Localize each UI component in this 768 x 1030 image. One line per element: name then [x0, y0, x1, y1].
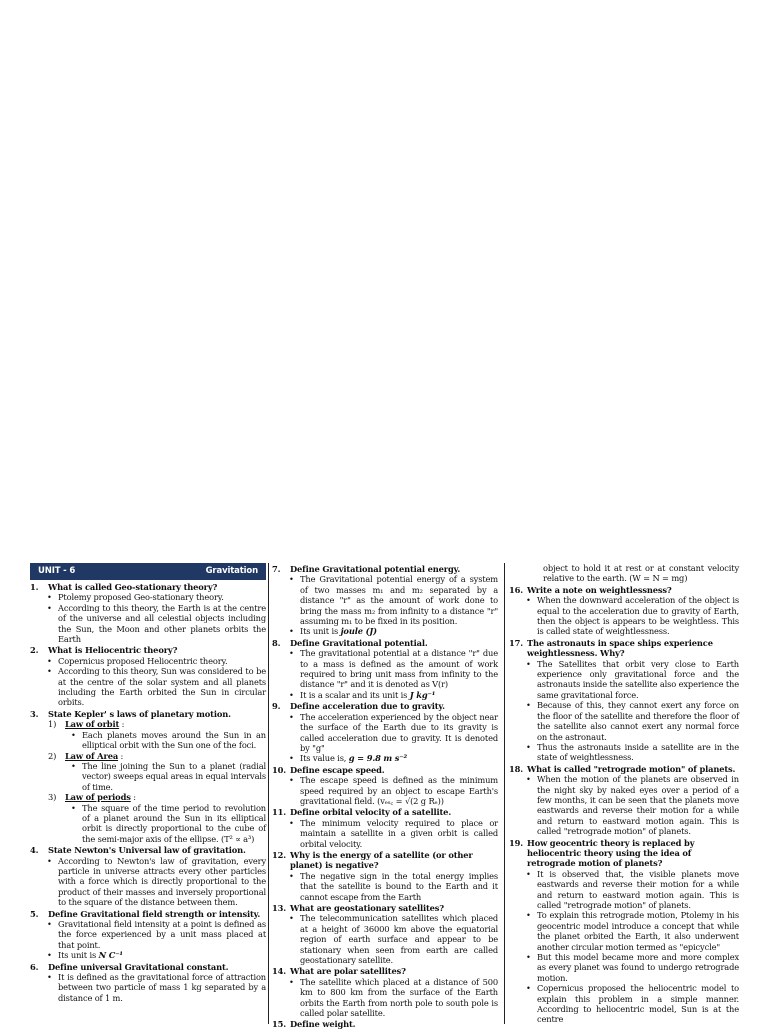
answer-item: • Gravitational field intensity at a point is defined as the force experienced by a unit mass placed at that point.: [58, 919, 266, 950]
answer-list: [30, 972, 266, 1003]
answer-list: [272, 818, 498, 849]
answer-item: • Its value is, g = 9.8 m s⁻²: [300, 753, 498, 763]
answer-item: • It is observed that, the visible planets move eastwards and reverse their motion for a while and return to eastward motion again. This is called "retrograde motion" of planets.: [537, 869, 739, 911]
answer-list: [30, 803, 266, 845]
answer-item: • According to Newton's law of gravitation, every particle in universe attracts every other particles with a force which is directly proportional to the product of their masses and inversely proportional to the square of the distance between them.: [58, 856, 266, 908]
answer-list: [30, 919, 266, 961]
answer-list: [272, 977, 498, 1019]
answer-item: • The gravitational potential at a distance "r" due to a mass is defined as the amount of work required to bring unit mass from infinity to the distance "r" and it is denoted as V(r): [300, 648, 498, 690]
answer-item: • When the motion of the planets are observed in the night sky by naked eyes over a period of a few months, it can be seen that the planets move eastwards and reverse their motion for a while and return to eastward motion again. This is called "retrograde motion" of planets.: [537, 774, 739, 836]
answer-item: • The satellite which placed at a distance of 500 km to 800 km from the surface of the Earth orbits the Earth from north pole to south pole is called polar satellite.: [300, 977, 498, 1019]
answer-list: [272, 712, 498, 764]
answer-item: • Its unit is joule (J): [300, 626, 498, 636]
answer-list: [509, 595, 739, 637]
question-heading: 14. What are polar satellites?: [272, 966, 406, 977]
question-heading: 12. Why is the energy of a satellite (or other planet) is negative?: [272, 849, 473, 871]
law-heading: 2) Law of Area :: [48, 750, 124, 761]
question-heading: 16. Write a note on weightlessness?: [509, 584, 672, 595]
answer-item: • The acceleration experienced by the object near the surface of the Earth due to its gravity is called acceleration due to gravity. It is denoted by "g": [300, 712, 498, 754]
answer-list: [272, 871, 498, 902]
answer-item: • Ptolemy proposed Geo-stationary theory.: [58, 592, 266, 602]
column-3: [509, 563, 739, 1024]
answer-list: [509, 869, 739, 1025]
answer-list: [30, 656, 266, 708]
answer-list: [30, 730, 266, 751]
continued-text: object to hold it at rest or at constant velocity relative to the earth. (W = N = mg): [543, 563, 739, 584]
unit-header: [30, 563, 266, 580]
unit-topic: Gravitation: [205, 566, 258, 577]
question-heading: 15. Define weight.: [272, 1019, 356, 1030]
answer-item: • It is defined as the gravitational force of attraction between two particle of mass 1 kg separated by a distance of 1 m.: [58, 972, 266, 1003]
question-heading: 9. Define acceleration due to gravity.: [272, 701, 445, 712]
answer-item: • To explain this retrograde motion, Ptolemy in his geocentric model introduce a concept that while the planet orbited the Earth, it also underwent another circular motion termed as "epicycle": [537, 910, 739, 952]
question-heading: 4. State Newton's Universal law of gravitation.: [30, 845, 246, 856]
question-heading: 10. Define escape speed.: [272, 764, 385, 775]
answer-list: [509, 774, 739, 836]
question-heading: 6. Define universal Gravitational constant.: [30, 961, 229, 972]
answer-item: • According to this theory, Sun was considered to be at the centre of the solar system and all planets including the Earth orbited the Sun in circular orbits.: [58, 666, 266, 708]
answer-item: • The minimum velocity required to place or maintain a satellite in a given orbit is called orbital velocity.: [300, 818, 498, 849]
column-1: [30, 563, 266, 1024]
answer-list: [30, 592, 266, 644]
answer-item: • Thus the astronauts inside a satellite are in the state of weightlessness.: [537, 742, 739, 763]
answer-item: • The line joining the Sun to a planet (radial vector) sweeps equal areas in equal intervals of time.: [82, 761, 266, 792]
answer-item: • But this model became more and more complex as every planet was found to undergo retrograde motion.: [537, 952, 739, 983]
answer-item: • According to this theory, the Earth is at the centre of the universe and all celestial objects including the Sun, the Moon and other planets orbits the Earth: [58, 603, 266, 645]
question-heading: 5. Define Gravitational field strength or intensity.: [30, 908, 261, 919]
answer-list: [30, 856, 266, 908]
answer-item: • Its unit is N C⁻¹: [58, 950, 266, 960]
answer-item: • When the downward acceleration of the object is equal to the acceleration due to gravity of Earth, then the object is appears to be weightless. This is called state of weightlessness.: [537, 595, 739, 637]
question-heading: 8. Define Gravitational potential.: [272, 637, 428, 648]
answer-list: [30, 761, 266, 792]
answer-item: • Because of this, they cannot exert any force on the floor of the satellite and therefore the floor of the satellite also cannot exert any normal force on the astronaut.: [537, 700, 739, 742]
question-heading: 1. What is called Geo-stationary theory?: [30, 582, 218, 592]
answer-item: • The escape speed is defined as the minimum speed required by an object to escape Earth's gravitational field. (vₑₛ꜀ = √(2 g Rₑ)): [300, 775, 498, 806]
question-heading: 2. What is Heliocentric theory?: [30, 645, 178, 656]
answer-item: • The telecommunication satellites which placed at a height of 36000 km above the equatorial region of earth surface and appear to be stationary when seen from earth are called geostationary satellite.: [300, 913, 498, 965]
law-heading: 3) Law of periods :: [48, 792, 136, 803]
answer-item: • It is a scalar and its unit is J kg⁻¹: [300, 690, 498, 700]
answer-list: [272, 775, 498, 806]
law-heading: 1) Law of orbit :: [48, 719, 125, 730]
answer-item: • The Gravitational potential energy of a system of two masses m₁ and m₂ separated by a distance "r" as the amount of work done to bring the mass m₂ from infinity to a distance "r" assuming m₁ to be fixed in its position.: [300, 574, 498, 626]
question-heading: 11. Define orbital velocity of a satellite.: [272, 807, 452, 818]
answer-item: • Each planets moves around the Sun in an elliptical orbit with the Sun one of the foci.: [82, 730, 266, 751]
answer-item: • The Satellites that orbit very close to Earth experience only gravitational force and the astronauts inside the satellite also experience the same gravitational force.: [537, 659, 739, 701]
question-heading: 19. How geocentric theory is replaced by heliocentric theory using the idea of retrograde motion of planets?: [509, 837, 695, 869]
answer-list: [272, 574, 498, 636]
question-heading: 7. Define Gravitational potential energy.: [272, 564, 461, 574]
question-heading: 18. What is called "retrograde motion" of planets.: [509, 763, 736, 774]
answer-item: • Copernicus proposed Heliocentric theory.: [58, 656, 266, 666]
answer-list: [272, 648, 498, 700]
question-heading: 3. State Kepler' s laws of planetary motion.: [30, 708, 231, 719]
answer-list: [509, 659, 739, 763]
answer-list: [272, 913, 498, 965]
question-heading: 13. What are geostationary satellites?: [272, 903, 445, 913]
column-divider: [504, 563, 505, 1024]
unit-label: UNIT - 6: [38, 566, 76, 577]
answer-item: • Copernicus proposed the heliocentric model to explain this problem in a simple manner. According to heliocentric model, Sun is at the centre: [537, 983, 739, 1025]
answer-item: • The square of the time period to revolution of a planet around the Sun in its elliptical orbit is directly proportional to the cube of the semi-major axis of the ellipse. (T² ∝ a³): [82, 803, 266, 845]
column-2: [272, 563, 498, 1030]
column-divider: [268, 563, 269, 1024]
question-heading: 17. The astronauts in space ships experience weightlessness. Why?: [509, 637, 713, 659]
answer-item: • The negative sign in the total energy implies that the satellite is bound to the Earth and it cannot escape from the Earth: [300, 871, 498, 902]
